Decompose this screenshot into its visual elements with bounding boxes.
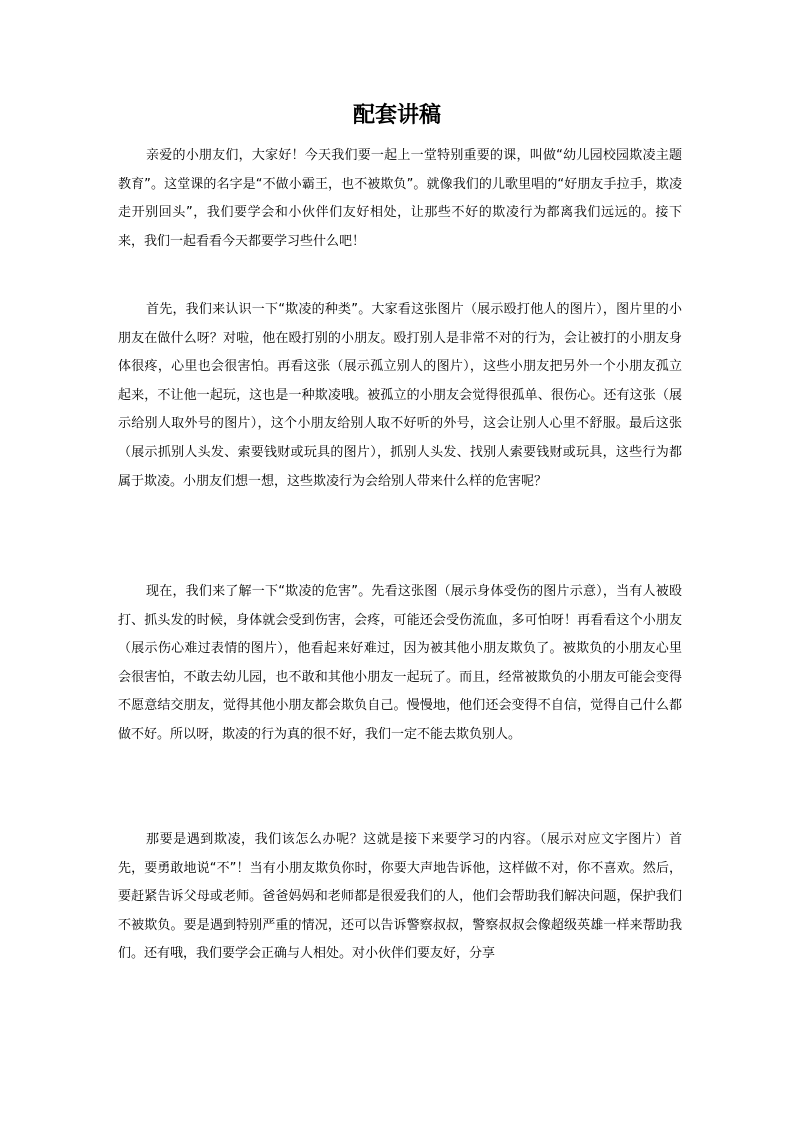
paragraph-what-to-do: 那要是遇到欺凌，我们该怎么办呢？这就是接下来要学习的内容。（展示对应文字图片）首先，要勇敢地说“不”！当有小朋友欺负你时，你要大声地告诉他，这样做不对，你不喜欢。然后，要赶紧告诉父母或老师。爸爸妈妈和老师都是很爱我们的人，他们会帮助我们解决问题，保护我们不被欺负。要是遇到特别严重的情况，还可以告诉警察叔叔，警察叔叔会像超级英雄一样来帮助我们。还有哦，我们要学会正确与人相处。对小伙伴们要友好，分享	[118, 832, 682, 962]
paragraph-introduction: 亲爱的小朋友们，大家好！今天我们要一起上一堂特别重要的课，叫做“幼儿园校园欺凌主题教育”。这堂课的名字是“不做小霸王，也不被欺负”。就像我们的儿歌里唱的“好朋友手拉手，欺凌走开别回头”，我们要学会和小伙伴们友好相处，让那些不好的欺凌行为都离我们远远的。接下来，我们一起看看今天都要学习些什么吧！	[118, 148, 682, 249]
paragraph-types-of-bullying: 首先，我们来认识一下“欺凌的种类”。大家看这张图片（展示殴打他人的图片），图片里的小朋友在做什么呀？对啦，他在殴打别的小朋友。殴打别人是非常不对的行为，会让被打的小朋友身体很疼，心里也会很害怕。再看这张（展示孤立别人的图片），这些小朋友把另外一个小朋友孤立起来，不让他一起玩，这也是一种欺凌哦。被孤立的小朋友会觉得很孤单、很伤心。还有这张（展示给别人取外号的图片），这个小朋友给别人取不好听的外号，这会让别人心里不舒服。最后这张（展示抓别人头发、索要钱财或玩具的图片），抓别人头发、找别人索要钱财或玩具，这些行为都属于欺凌。小朋友们想一想，这些欺凌行为会给别人带来什么样的危害呢？	[118, 302, 682, 489]
paragraph-harms-of-bullying: 现在，我们来了解一下“欺凌的危害”。先看这张图（展示身体受伤的图片示意），当有人被殴打、抓头发的时候，身体就会受到伤害，会疼，可能还会受伤流血，多可怕呀！再看看这个小朋友（展示伤心难过表情的图片），他看起来好难过，因为被其他小朋友欺负了。被欺负的小朋友心里会很害怕，不敢去幼儿园，也不敢和其他小朋友一起玩了。而且，经常被欺负的小朋友可能会变得不愿意结交朋友，觉得其他小朋友都会欺负自己。慢慢地，他们还会变得不自信，觉得自己什么都做不好。所以呀，欺凌的行为真的很不好，我们一定不能去欺负别人。	[118, 584, 682, 742]
page-title: 配套讲稿	[352, 102, 441, 128]
